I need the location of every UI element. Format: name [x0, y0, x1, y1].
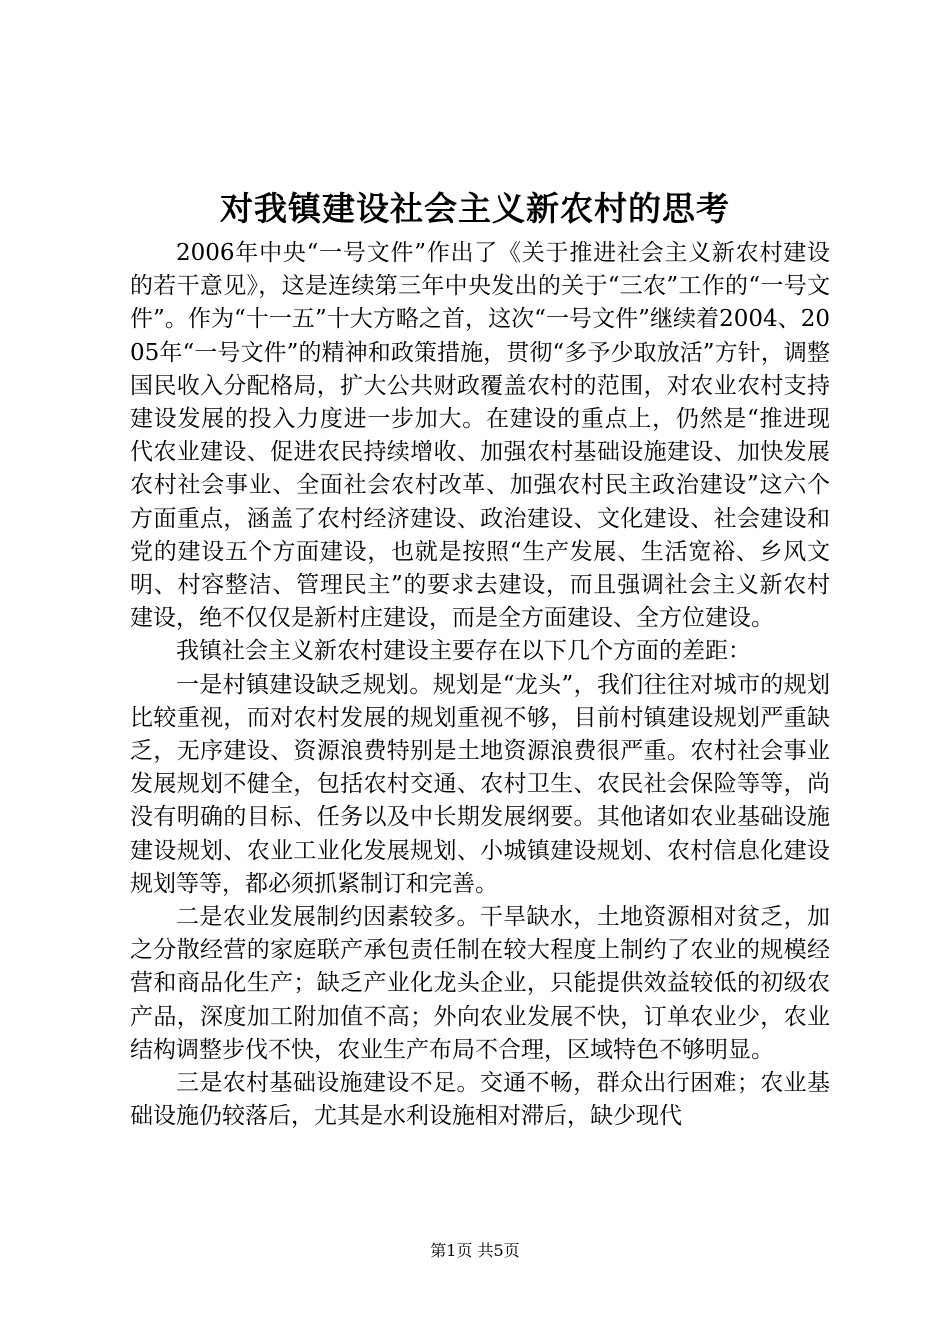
page-footer: 第1页 共5页 [430, 1241, 520, 1260]
paragraph-gap-one: 一是村镇建设缺乏规划。规划是“龙头”，我们往往对城市的规划比较重视，而对农村发展的规划重视不够，目前村镇建设规划严重缺乏，无序建设、资源浪费特别是土地资源浪费很严重。农村社会事业发展规划不健全，包括农村交通、农村卫生、农民社会保险等等，尚没有明确的目标、任务以及中长期发展纲要。其他诸如农业基础设施建设规划、农业工业化发展规划、小城镇建设规划、农村信息化建设规划等等，都必须抓紧制订和完善。 [130, 671, 830, 897]
paragraph-intro: 2006年中央“一号文件”作出了《关于推进社会主义新农村建设的若干意见》，这是连续第三年中央发出的关于“三农”工作的“一号文件”。作为“十一五”十大方略之首，这次“一号文件”继续着2004、2005年“一号文件”的精神和政策措施，贯彻“多予少取放活”方针，调整国民收入分配格局，扩大公共财政覆盖农村的范围，对农业农村支持建设发展的投入力度进一步加大。在建设的重点上，仍然是“推进现代农业建设、促进农民持续增收、加强农村基础设施建设、加快发展农村社会事业、全面社会农村改革、加强农村民主政治建设”这六个方面重点，涵盖了农村经济建设、政治建设、文化建设、社会建设和党的建设五个方面建设，也就是按照“生产发展、生活宽裕、乡风文明、村容整洁、管理民主”的要求去建设，而且强调社会主义新农村建设，绝不仅仅是新村庄建设，而是全方面建设、全方位建设。 [130, 240, 830, 632]
paragraph-gaps-intro: 我镇社会主义新农村建设主要存在以下几个方面的差距： [176, 638, 751, 665]
document-title: 对我镇建设社会主义新农村的思考 [220, 189, 730, 228]
document-body [130, 237, 830, 1133]
paragraph-gap-three: 三是农村基础设施建设不足。交通不畅，群众出行困难；农业基础设施仍较落后，尤其是水利设施相对滞后，缺少现代 [130, 1070, 830, 1130]
paragraph-gap-two: 二是农业发展制约因素较多。干旱缺水，土地资源相对贫乏，加之分散经营的家庭联产承包责任制在较大程度上制约了农业的规模经营和商品化生产；缺乏产业化龙头企业，只能提供效益较低的初级农产品，深度加工附加值不高；外向农业发展不快，订单农业少，农业结构调整步伐不快，农业生产布局不合理，区域特色不够明显。 [130, 904, 830, 1063]
